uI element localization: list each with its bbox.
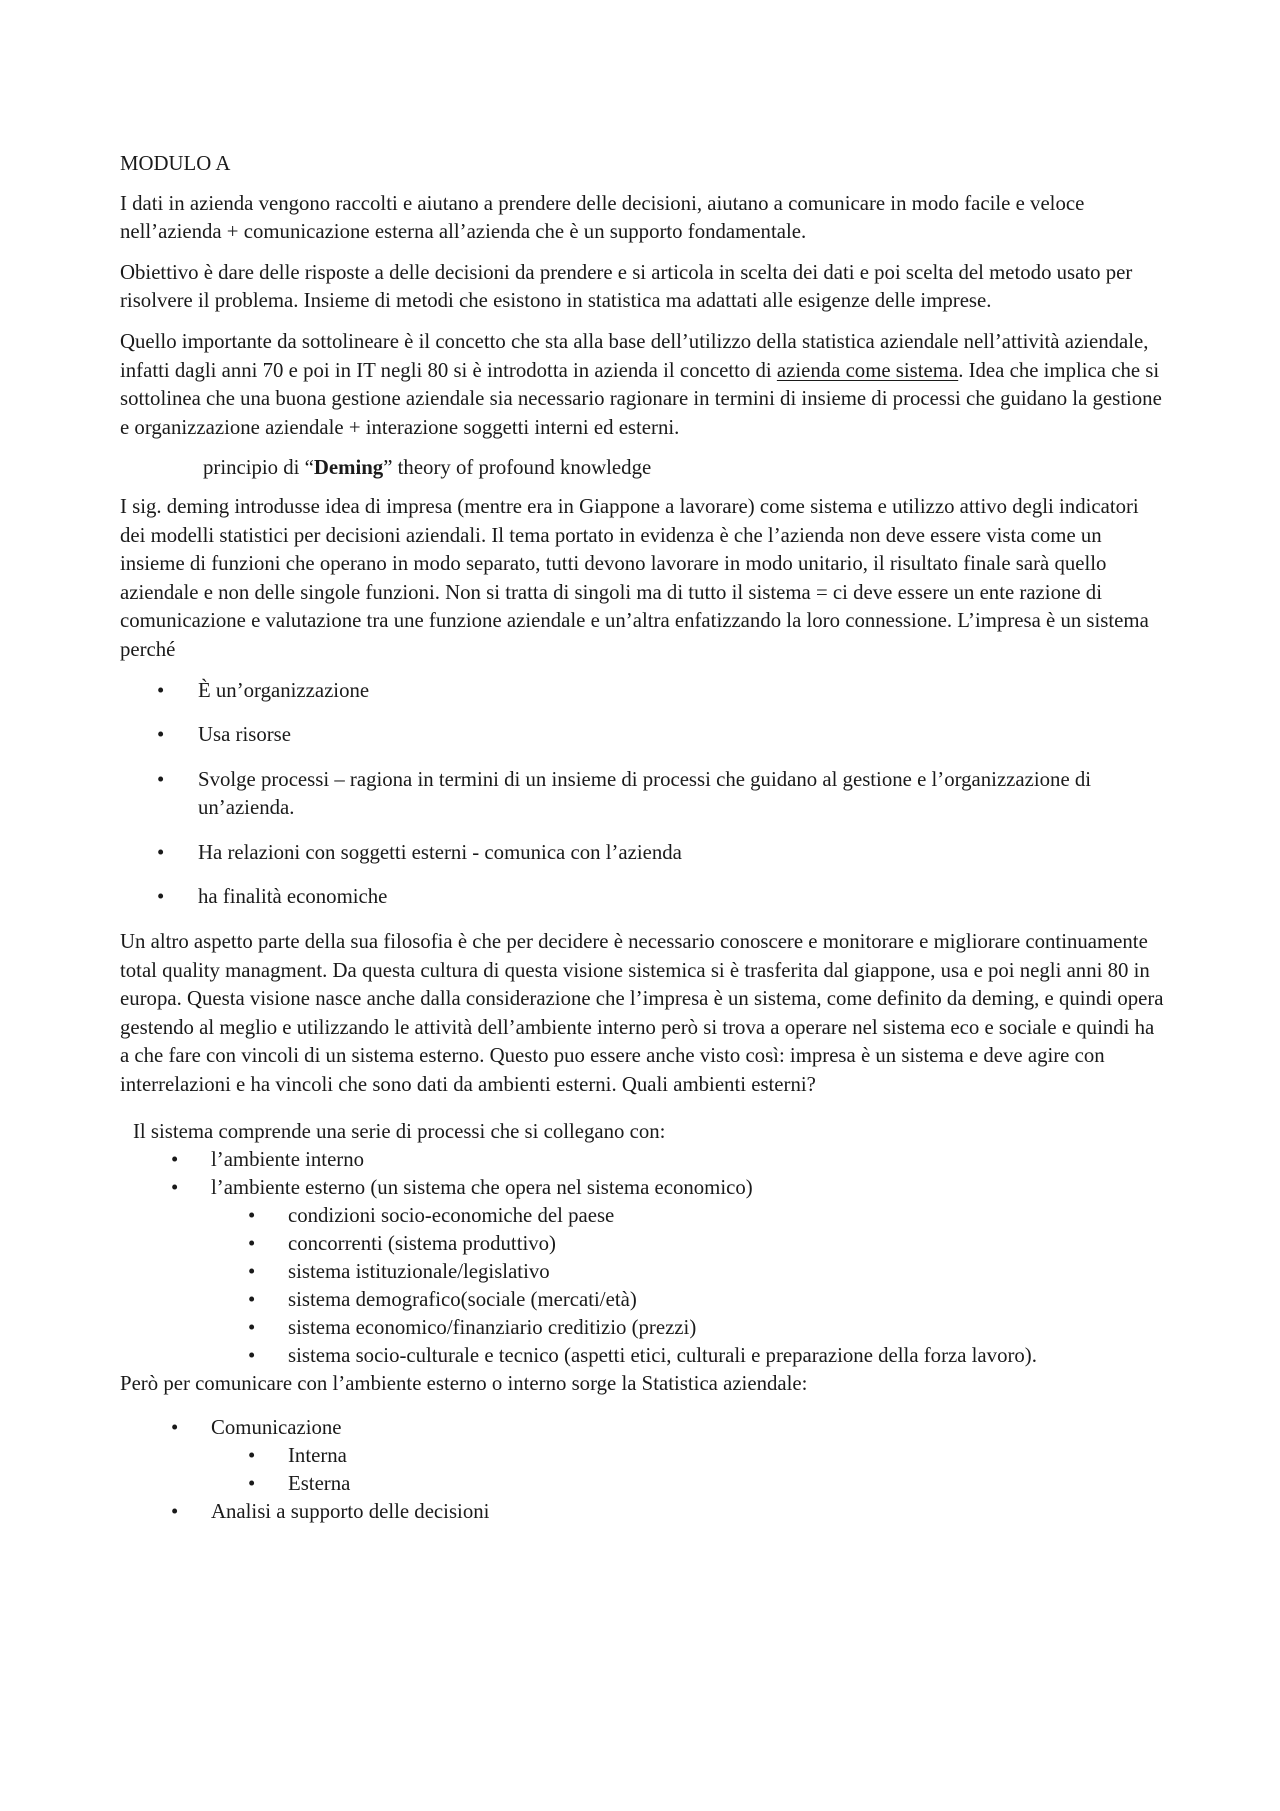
paragraph-deming: I sig. deming introdusse idea di impresa (mentre era in Giappone a lavorare) come sistema e utilizzo attivo degli indicatori dei modelli statistici per decisioni aziendali. Il tema portato in evidenza è che l’azienda non deve essere vista come un insieme di funzioni che operano in modo separato, tutti devono lavorare in modo unitario, il risultato finale sarà quello aziendale e non delle singole funzioni. Non si tratta di singoli ma di tutto il sistema = ci deve essere un ente razione di comunicazione e valutazione tra une funzione aziendale e un’altra enfatizzando la loro connessione. L’impresa è un sistema perché (120, 494, 1149, 661)
list-item: • sistema demografico(sociale (mercati/età) (120, 1286, 1165, 1314)
paragraph-company-as-system (120, 328, 1165, 442)
statistics-uses-list-cont (120, 1498, 1165, 1526)
external-environment-list (120, 1202, 1165, 1370)
list-item: • Interna (120, 1442, 1165, 1470)
list-item: • sistema istituzionale/legislativo (120, 1258, 1165, 1286)
deming-name: Deming (313, 456, 384, 480)
paragraph-objective: Obiettivo è dare delle risposte a delle decisioni da prendere e si articola in scelta dei dati e poi scelta del metodo usato per risolvere il problema. Insieme di metodi che esistono in statistica ma adattati alle esigenze delle imprese. (120, 260, 1133, 313)
list-item: • ha finalità economiche (120, 883, 1165, 912)
list-item: • Svolge processi – ragiona in termini di un insieme di processi che guidano al gestione e l’organizzazione di un’azienda. (120, 766, 1165, 823)
paragraph-quality: Un altro aspetto parte della sua filosofia è che per decidere è necessario conoscere e monitorare e migliorare continuamente total quality managment. Da questa cultura di questa visione sistemica si è trasferita dal giappone, usa e poi negli anni 80 in europa. Questa visione nasce anche dalla considerazione che l’impresa è un sistema, come definito da deming, e quindi opera gestendo al meglio e utilizzando le attività dell’ambiente interno però si trova a operare nel sistema eco e sociale e quindi ha a che fare con vincoli di un sistema esterno. Questo puo essere anche visto così: impresa è un sistema e deve agire con interrelazioni e ha vincoli che sono dati da ambienti esterni. Quali ambienti esterni? (120, 930, 1164, 1097)
environment-list (120, 1146, 1165, 1202)
list-item-external-env: • l’ambiente esterno (un sistema che opera nel sistema economico) (120, 1174, 1165, 1202)
list-item: • Ha relazioni con soggetti esterni - comunica con l’azienda (120, 839, 1165, 868)
statistics-uses-list (120, 1414, 1165, 1442)
system-reasons-list (120, 677, 1165, 913)
deming-principle-heading (120, 454, 1165, 483)
list-item: • condizioni socio-economiche del paese (120, 1202, 1165, 1230)
list-item: • concorrenti (sistema produttivo) (120, 1230, 1165, 1258)
paragraph-intro: I dati in azienda vengono raccolti e aiutano a prendere delle decisioni, aiutano a comunicare in modo facile e veloce nell’azienda + comunicazione esterna all’azienda che è un supporto fondamentale. (120, 191, 1085, 244)
list-item: • sistema socio-culturale e tecnico (aspetti etici, culturali e preparazione della forza lavoro). (120, 1342, 1165, 1370)
system-intro: Il sistema comprende una serie di processi che si collegano con: (133, 1119, 666, 1143)
list-item: • sistema economico/finanziario creditizio (prezzi) (120, 1314, 1165, 1342)
list-item-analysis: • Analisi a supporto delle decisioni (120, 1498, 1165, 1526)
underlined-term: azienda come sistema (776, 358, 959, 382)
list-item: • È un’organizzazione (120, 677, 1165, 706)
paragraph-text-end: . Idea che implica che si sottolinea che una buona gestione aziendale sia necessario ragionare in termini di insieme di processi che guidano la gestione e organizzazione aziendale + interazione soggetti interni ed esterni. (120, 358, 1162, 439)
list-item-communication: • Comunicazione (120, 1414, 1165, 1442)
list-item: • Usa risorse (120, 721, 1165, 750)
document-title: MODULO A (120, 152, 231, 175)
document-body (120, 150, 1165, 1526)
paragraph-business-statistics: Però per comunicare con l’ambiente esterno o interno sorge la Statistica aziendale: (120, 1371, 808, 1395)
deming-prefix: principio di “ (203, 456, 314, 480)
deming-suffix: ” theory of profound knowledge (383, 456, 652, 480)
paragraph-text-start: Quello importante da sottolineare è il concetto che sta alla base dell’utilizzo della statistica aziendale nell’attività aziendale, infatti dagli anni 70 e poi in IT negli 80 si è introdotta in azienda il concetto di (120, 329, 1149, 382)
communication-sublist (120, 1442, 1165, 1498)
list-item-internal-env: • l’ambiente interno (120, 1146, 1165, 1174)
list-item: • Esterna (120, 1470, 1165, 1498)
